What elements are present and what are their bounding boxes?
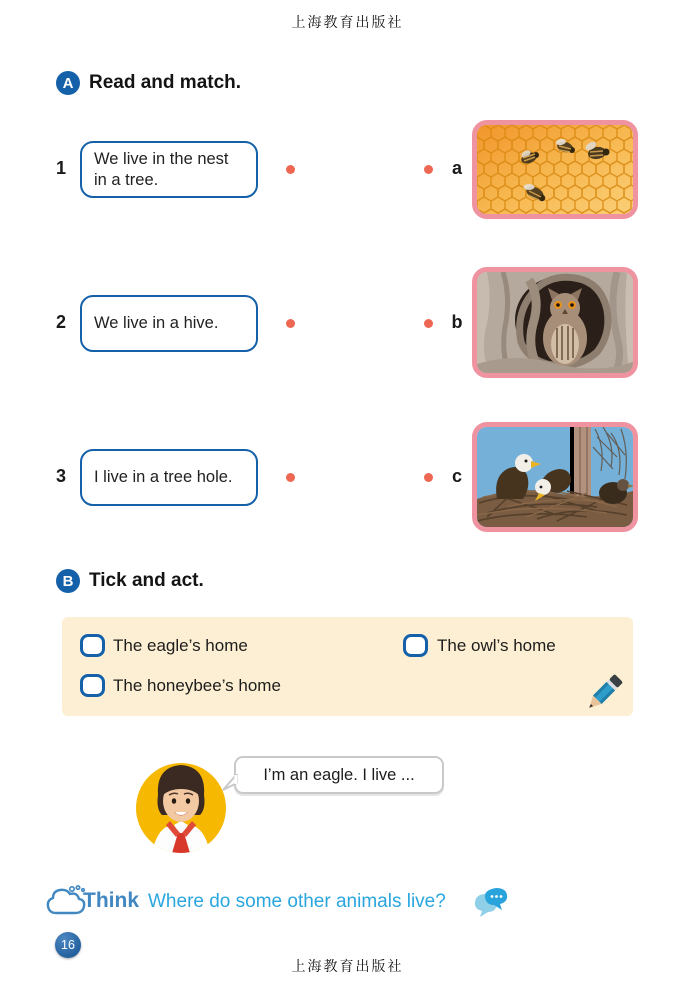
match-text-box — [80, 449, 258, 506]
match-row-number: 3 — [55, 466, 66, 486]
tick-panel — [62, 617, 633, 716]
section-b-title: Tick and act. — [89, 570, 204, 591]
think-label: Think — [83, 889, 139, 912]
pencil-icon — [581, 670, 627, 716]
photo-letter: b — [451, 312, 463, 332]
section-b-heading — [56, 569, 204, 593]
checkbox-owls-home[interactable] — [403, 634, 428, 657]
match-dot-right[interactable] — [424, 319, 433, 328]
owl-tree-hole-image — [472, 267, 638, 378]
section-a-heading — [56, 71, 241, 95]
publisher-footer: 上海教育出版社 — [291, 958, 404, 974]
match-dot-right[interactable] — [424, 473, 433, 482]
match-text-box — [80, 295, 258, 352]
checkbox-label: The eagle’s home — [113, 636, 248, 655]
checkbox-honeybees-home[interactable] — [80, 674, 105, 697]
chat-bubbles-icon[interactable] — [472, 886, 510, 920]
photo-letter: a — [451, 158, 462, 178]
match-text-box — [80, 141, 258, 198]
section-b-badge: B — [56, 569, 80, 593]
match-text: We live in a hive. — [94, 314, 219, 332]
section-a-title: Read and match. — [89, 72, 242, 93]
honeycomb-bees-image — [472, 120, 638, 219]
match-dot-left[interactable] — [286, 473, 295, 482]
match-row-number: 1 — [55, 158, 66, 178]
speech-bubble — [234, 756, 444, 794]
match-dot-left[interactable] — [286, 319, 295, 328]
match-text: I live in a tree hole. — [94, 468, 233, 486]
checkbox-label: The honeybee’s home — [113, 676, 281, 695]
page-number-badge: 16 — [55, 932, 81, 958]
speech-text: I’m an eagle. I live ... — [263, 765, 415, 784]
match-dot-right[interactable] — [424, 165, 433, 174]
photo-letter: c — [451, 466, 462, 486]
eagle-nest-image — [472, 422, 638, 532]
checkbox-label: The owl’s home — [437, 636, 556, 655]
match-text: We live in the nest in a tree. — [94, 149, 229, 189]
match-dot-left[interactable] — [286, 165, 295, 174]
speech-bubble-tail — [222, 774, 238, 796]
section-a-badge: A — [56, 71, 80, 95]
think-question: Where do some other animals live? — [148, 891, 446, 912]
publisher-header: 上海教育出版社 — [291, 14, 404, 30]
match-row-number: 2 — [55, 312, 66, 332]
checkbox-eagles-home[interactable] — [80, 634, 105, 657]
girl-avatar — [136, 757, 226, 853]
